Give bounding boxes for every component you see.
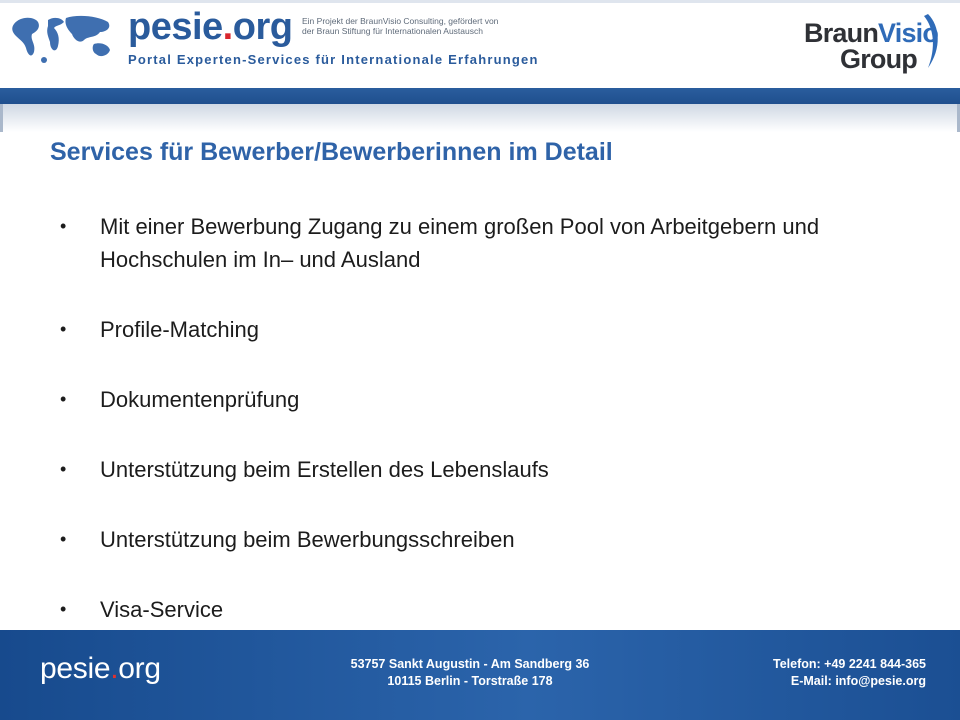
list-item-text: Dokumentenprüfung xyxy=(100,387,300,412)
bullet-icon: • xyxy=(60,459,67,479)
address-line: 10115 Berlin - Torstraße 178 xyxy=(387,674,553,688)
slide-title: Services für Bewerber/Bewerberinnen im Detail xyxy=(50,138,613,166)
header-top-rule xyxy=(0,0,960,3)
list-item-text: Profile-Matching xyxy=(100,317,259,342)
list-item-text: Unterstützung beim Erstellen des Lebenslaufs xyxy=(100,457,549,482)
tagline-line: der Braun Stiftung für Internationalen Austausch xyxy=(302,26,483,36)
list-item xyxy=(50,210,910,276)
bullet-icon: • xyxy=(60,389,67,409)
pesie-logo-text: pesie.org xyxy=(128,6,293,48)
email-text: E-Mail: info@pesie.org xyxy=(790,674,926,688)
slide-footer xyxy=(0,630,960,720)
list-item xyxy=(50,383,910,416)
bullet-icon: • xyxy=(60,216,67,236)
group-wordmark: Group xyxy=(840,44,917,74)
project-tagline xyxy=(302,16,542,36)
footer-contact xyxy=(773,656,926,690)
footer-pesie-logo: pesie.org xyxy=(40,652,161,685)
address-line: 53757 Sankt Augustin - Am Sandberg 36 xyxy=(350,657,590,671)
footer-address xyxy=(330,656,610,690)
portal-subline: Portal Experten-Services für Internationale Erfahrungen xyxy=(128,52,539,67)
header-shade xyxy=(0,104,960,132)
list-item xyxy=(50,593,910,626)
bullet-icon: • xyxy=(60,599,67,619)
tagline-line: Ein Projekt der BraunVisio Consulting, gefördert von xyxy=(302,16,499,26)
bullet-icon: • xyxy=(60,529,67,549)
services-list xyxy=(50,210,910,663)
braunvisio-group-logo xyxy=(800,8,950,74)
braunvisio-wordmark: BraunVisio xyxy=(804,18,939,48)
list-item xyxy=(50,313,910,346)
list-item xyxy=(50,523,910,556)
list-item xyxy=(50,453,910,486)
slide-header xyxy=(0,0,960,88)
frame-edge-left xyxy=(0,104,3,132)
list-item-text: Unterstützung beim Bewerbungsschreiben xyxy=(100,527,515,552)
list-item-text: Mit einer Bewerbung Zugang zu einem großen Pool von Arbeitgebern und Hochschulen im In– und Ausland xyxy=(100,214,820,272)
world-map-icon xyxy=(8,10,120,70)
phone-text: Telefon: +49 2241 844-365 xyxy=(773,657,926,671)
header-blue-band xyxy=(0,88,960,104)
list-item-text: Visa-Service xyxy=(100,597,224,622)
bullet-icon: • xyxy=(60,319,67,339)
